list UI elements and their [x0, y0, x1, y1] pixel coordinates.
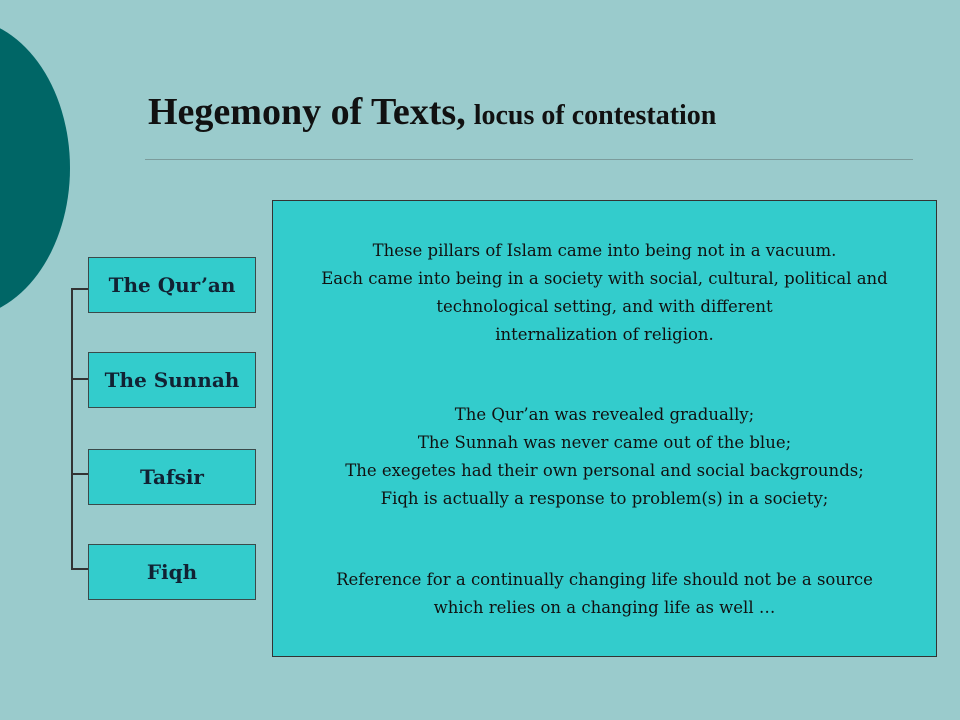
- bracket-tick: [71, 288, 88, 290]
- examples-paragraph: [273, 401, 936, 513]
- bracket-vertical-line: [71, 288, 73, 570]
- text-line: which relies on a changing life as well …: [433, 598, 776, 617]
- pillar-sunnah: [88, 352, 256, 408]
- content-box: [272, 200, 937, 657]
- text-line: The Qur’an was revealed gradually;: [454, 405, 755, 424]
- text-line: Reference for a continually changing life should not be a source: [336, 570, 873, 589]
- slide-title: [148, 90, 716, 134]
- text-line: internalization of religion.: [495, 325, 714, 344]
- pillar-fiqh: [88, 544, 256, 600]
- bracket-tick: [71, 568, 88, 570]
- text-line: technological setting, and with different: [436, 297, 773, 316]
- pillar-label: Tafsir: [140, 465, 204, 489]
- pillar-quran: [88, 257, 256, 313]
- conclusion-paragraph: [273, 566, 936, 622]
- pillar-tafsir: [88, 449, 256, 505]
- text-line: These pillars of Islam came into being not in a vacuum.: [372, 241, 837, 260]
- decorative-circle: [0, 18, 70, 318]
- title-subtitle: locus of contestation: [473, 100, 717, 131]
- pillar-label: The Qur’an: [108, 273, 236, 297]
- text-line: Fiqh is actually a response to problem(s) in a society;: [380, 489, 829, 508]
- text-line: The exegetes had their own personal and social backgrounds;: [345, 461, 864, 480]
- bracket-tick: [71, 378, 88, 380]
- pillar-label: The Sunnah: [104, 368, 240, 392]
- text-line: Each came into being in a society with social, cultural, political and: [321, 269, 888, 288]
- context-paragraph: [273, 237, 936, 349]
- title-main: Hegemony of Texts,: [148, 91, 466, 133]
- text-line: The Sunnah was never came out of the blue;: [417, 433, 792, 452]
- title-divider: [145, 159, 913, 160]
- bracket-tick: [71, 473, 88, 475]
- pillar-label: Fiqh: [146, 560, 198, 584]
